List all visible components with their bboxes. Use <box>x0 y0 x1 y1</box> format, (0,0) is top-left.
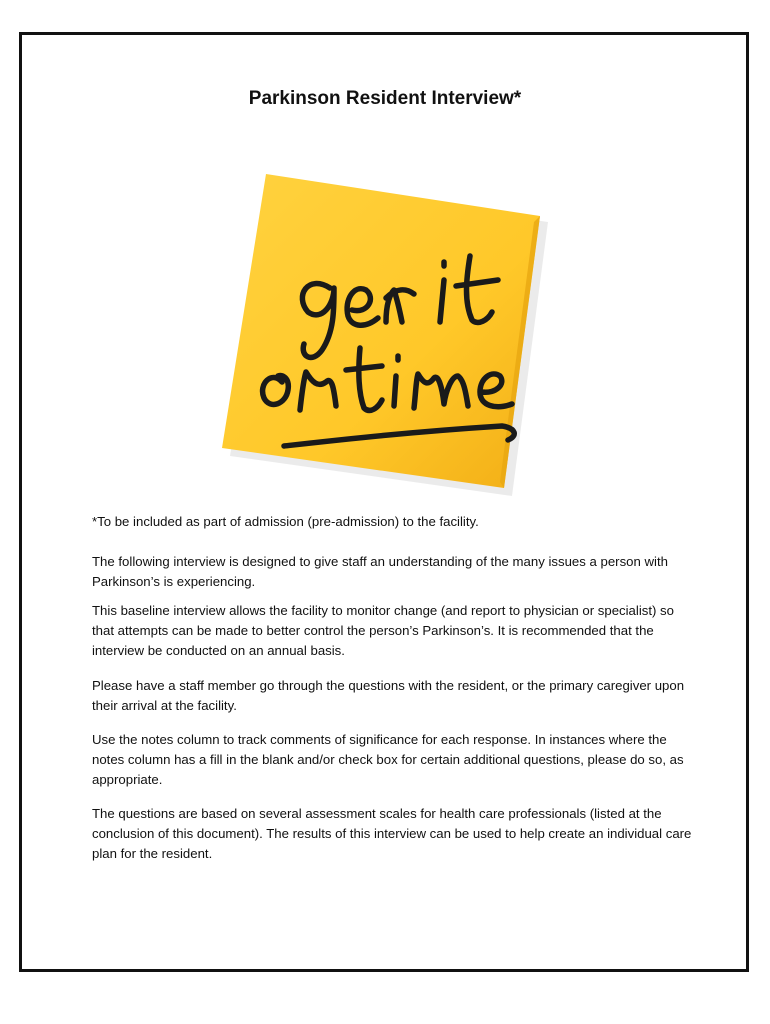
staff-paragraph: Please have a staff member go through the questions with the resident, or the primary caregiver upon their arrival at the facility. <box>92 678 685 713</box>
notes-column-paragraph: Use the notes column to track comments of significance for each response. In instances where the notes column has a fill in the blank and/or check box for certain additional questions, please do so, as appropriate. <box>92 732 684 787</box>
admission-note: *To be included as part of admission (pre-admission) to the facility. <box>92 514 479 529</box>
document-title: Parkinson Resident Interview* <box>248 88 522 109</box>
baseline-paragraph: This baseline interview allows the facility to monitor change (and report to physician or specialist) so that attempts can be made to better control the person’s Parkinson’s. It is recommended that the interview be conducted on an annual basis. <box>92 603 674 658</box>
sticky-note-illustration <box>218 170 548 500</box>
assessment-scales-paragraph: The questions are based on several assessment scales for health care professionals (listed at the conclusion of this document). The results of this interview can be used to help create an individual care plan for the resident. <box>92 806 692 861</box>
intro-paragraph: The following interview is designed to give staff an understanding of the many issues a person with Parkinson’s is experiencing. <box>92 554 668 589</box>
